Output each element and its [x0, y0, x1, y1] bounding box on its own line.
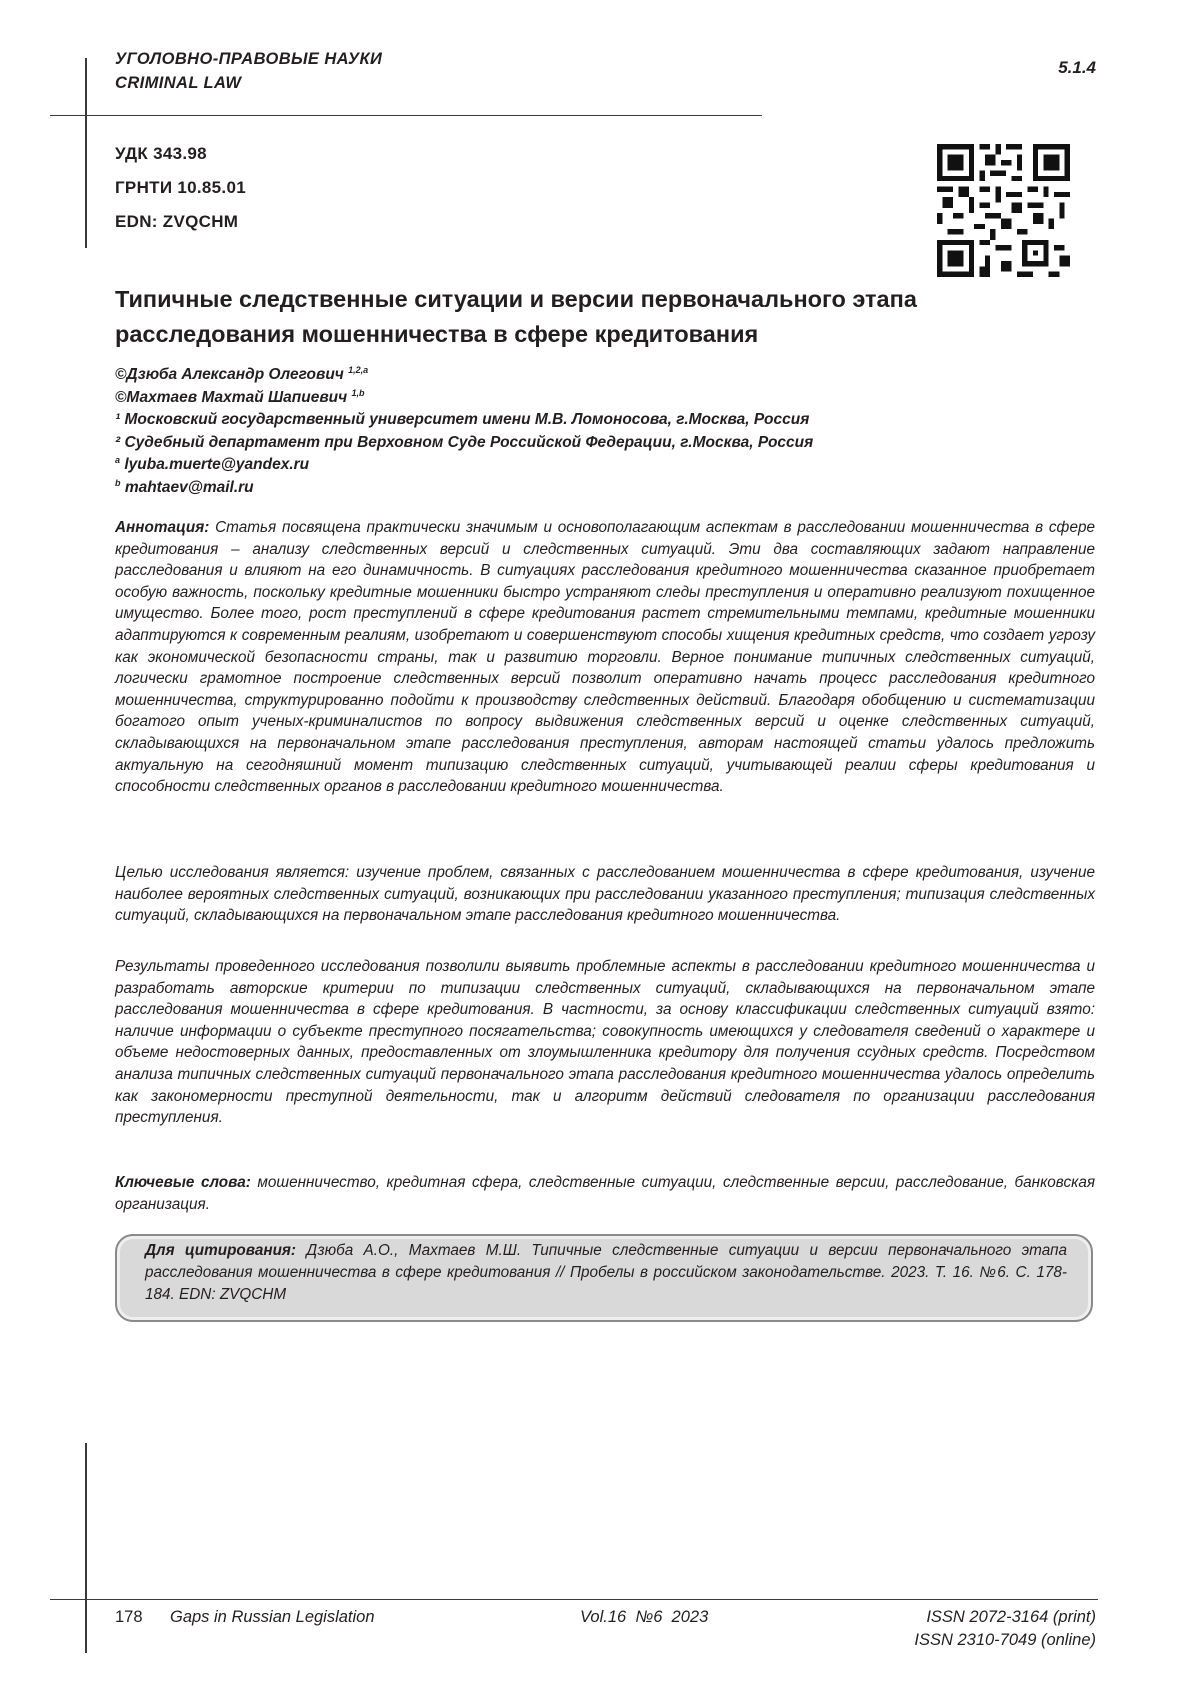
- results-paragraph: Результаты проведенного исследования позволили выявить проблемные аспекты в расследовании кредитного мошенничества и разработать авторские критерии по типизации следственных ситуаций, складывающихся на первоначальном этапе расследования мошенничества в сфере кредитования. В частности, за основу классификации следственных ситуаций взято: наличие информации о субъекте преступного посягательства; совокупность имеющихся у следователя сведений о характере и объеме недостоверных данных, предоставленных от злоумышленника кредитору для получения ссудных средств. Посредством анализа типичных следственных ситуаций первоначального этапа расследования кредитного мошенничества удалось определить как закономерности преступной деятельности, так и алгоритм действий следователя по организации расследования преступления.: [115, 956, 1095, 1129]
- keywords-label: Ключевые слова:: [115, 1174, 251, 1191]
- affiliation-text: Московский государственный университет имени М.В. Ломоносова, г.Москва, Россия: [124, 411, 809, 428]
- affiliation-text: Судебный департамент при Верховном Суде Российской Федерации, г.Москва, Россия: [124, 434, 813, 451]
- page-number: 178: [115, 1608, 143, 1627]
- authors-block: [115, 364, 1075, 499]
- author-name: ©Махтаев Махтай Шапиевич: [115, 389, 347, 406]
- author-line: [115, 364, 1075, 387]
- keywords-paragraph: [115, 1172, 1095, 1215]
- citation-label: Для цитирования:: [145, 1242, 296, 1259]
- email-text: mahtaev@mail.ru: [125, 479, 254, 496]
- affiliation-mark: ¹: [115, 411, 120, 428]
- author-name: ©Дзюба Александр Олегович: [115, 366, 344, 383]
- grnti-code: ГРНТИ 10.85.01: [115, 178, 246, 198]
- vertical-rule-bottom: [85, 1443, 87, 1653]
- qr-code-icon: [937, 144, 1070, 277]
- section-title-en: CRIMINAL LAW: [115, 74, 241, 93]
- goal-paragraph: Целью исследования является: изучение проблем, связанных с расследованием мошенничества в сфере кредитования, изучение наиболее вероятных следственных ситуаций, возникающих при расследовании указанного преступления; типизация следственных ситуаций, складывающихся на первоначальном этапе расследования кредитного мошенничества.: [115, 862, 1095, 927]
- citation-paragraph: [145, 1240, 1067, 1306]
- volume-info: Vol.16 №6 2023: [580, 1608, 708, 1627]
- author-line: [115, 387, 1075, 410]
- udk-code: УДК 343.98: [115, 144, 207, 164]
- affiliation-mark: ²: [115, 434, 120, 451]
- issn-online: ISSN 2310-7049 (online): [914, 1631, 1096, 1650]
- journal-name: Gaps in Russian Legislation: [170, 1608, 375, 1627]
- section-code: 5.1.4: [1058, 58, 1096, 78]
- affiliation-line: [115, 432, 1075, 455]
- citation-text: Дзюба А.О., Махтаев М.Ш. Типичные следственные ситуации и версии первоначального этапа расследования мошенничества в сфере кредитования // Пробелы в российском законодательстве. 2023. Т. 16. №6. С. 178-184. EDN: ZVQCHM: [145, 1242, 1067, 1303]
- email-mark: b: [115, 478, 121, 488]
- author-sup: 1,2,a: [348, 365, 368, 375]
- vertical-rule-top: [85, 58, 87, 248]
- email-text: lyuba.muerte@yandex.ru: [124, 456, 309, 473]
- article-title: Типичные следственные ситуации и версии первоначального этапа расследования мошенничества в сфере кредитования: [115, 282, 975, 352]
- annotation-label: Аннотация:: [115, 519, 209, 536]
- author-sup: 1,b: [352, 388, 365, 398]
- section-title-ru: УГОЛОВНО-ПРАВОВЫЕ НАУКИ: [115, 50, 382, 69]
- annotation-text: Статья посвящена практически значимым и основополагающим аспектам в расследовании мошенничества в сфере кредитования – анализу следственных версий и следственных ситуаций. Эти два составляющих задают направление расследования и влияют на его динамичность. В ситуациях расследования кредитного мошенничества сказанное приобретает особую важность, поскольку кредитные мошенники быстро устраняют следы преступления и оперативно реализуют похищенное имущество. Более того, рост преступлений в сфере кредитования растет стремительными темпами, кредитные мошенники адаптируются к современным реалиям, изобретают и совершенствуют способы хищения кредитных средств, что создает угрозу как экономической безопасности страны, так и развитию торговли. Верное понимание типичных следственных ситуаций, логически грамотное построение следственных версий позволит оперативно начать процесс расследования кредитного мошенничества, структурированно подойти к производству следственных действий. Благодаря обобщению и систематизации богатого опыт ученых-криминалистов по вопросу выдвижения следственных версий и оценке следственных ситуаций, складывающихся на первоначальном этапе расследования преступления, авторам настоящей статьи удалось предложить актуальную на сегодняшний момент типизацию следственных ситуаций, учитывающей реалии сферы кредитования и способности следственных органов в расследовании кредитного мошенничества.: [115, 519, 1095, 795]
- keywords-text: мошенничество, кредитная сфера, следственные ситуации, следственные версии, расследование, банковская организация.: [115, 1174, 1095, 1213]
- email-line: [115, 477, 1075, 500]
- email-mark: a: [115, 455, 120, 465]
- issn-print: ISSN 2072-3164 (print): [926, 1608, 1096, 1627]
- email-line: [115, 454, 1075, 477]
- edn-code: EDN: ZVQCHM: [115, 212, 238, 232]
- horizontal-rule-top: [50, 115, 762, 116]
- annotation-paragraph: [115, 517, 1095, 798]
- horizontal-rule-bottom: [50, 1599, 1098, 1600]
- affiliation-line: [115, 409, 1075, 432]
